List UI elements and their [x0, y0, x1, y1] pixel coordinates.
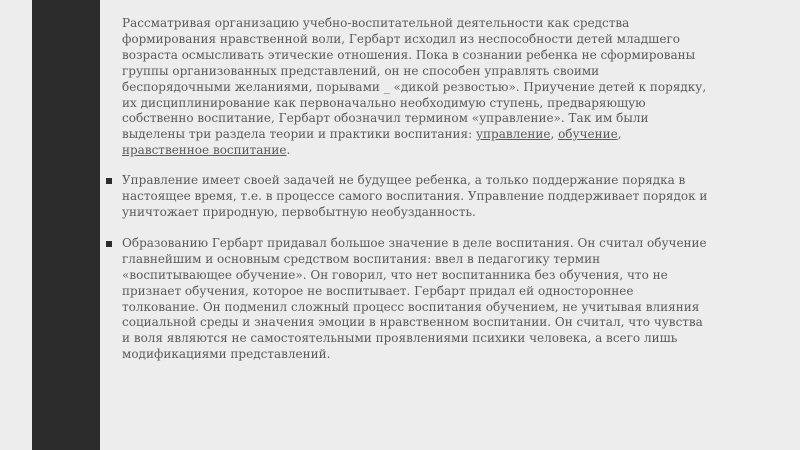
intro-end: .	[286, 143, 291, 158]
term-moral-education: нравственное воспитание	[122, 143, 287, 158]
bullet-text: Управление имеет своей задачей не будущее ребенка, а только поддержание порядка в настоящее время, т.е. в процессе самого воспитания. Управление поддерживает порядок и уничтожает природную, первобытную необузданность.	[122, 173, 708, 219]
square-bullet-icon	[106, 178, 112, 184]
intro-separator-2: ,	[617, 127, 622, 142]
square-bullet-icon	[106, 241, 112, 247]
term-learning: обучение	[558, 127, 618, 142]
bullet-list	[122, 173, 710, 363]
intro-text: Рассматривая организацию учебно-воспитательной деятельности как средства формирования нравственной воли, Гербарт исходил из неспособности детей младшего возраста осмысливать этические отношения. Пока в сознании ребенка не сформированы группы организованных представлений, он не способен управлять своими беспорядочными желаниями, порывами _ «дикой резвостью». Приучение детей к порядку, их дисциплинирование как первоначально необходимую ступень, предваряющую собственно воспитание, Гербарт обозначил термином «управление». Так им были выделены три раздела теории и практики воспитания:	[122, 16, 707, 142]
intro-separator-1: ,	[550, 127, 559, 142]
term-management: управление	[475, 127, 551, 142]
intro-paragraph	[122, 16, 710, 159]
bullet-item-management	[122, 173, 710, 221]
bullet-text: Образованию Гербарт придавал большое значение в деле воспитания. Он считал обучение главнейшим и основным средством воспитания: ввел в педагогику термин «воспитывающее обучение». Он говорил, что нет воспитанника без обучения, что не признает обучения, которое не воспитывает. Гербарт придал ей одностороннее толкование. Он подменил сложный процесс воспитания обучением, не учитывая влияния социальной среды и значения эмоции в нравственном воспитании. Он считал, что чувства и воля являются не самостоятельными проявлениями психики человека, а всего лишь модификациями представлений.	[122, 235, 707, 362]
left-decorative-bar	[32, 0, 100, 450]
slide-content	[122, 16, 710, 378]
bullet-item-education	[122, 236, 710, 363]
